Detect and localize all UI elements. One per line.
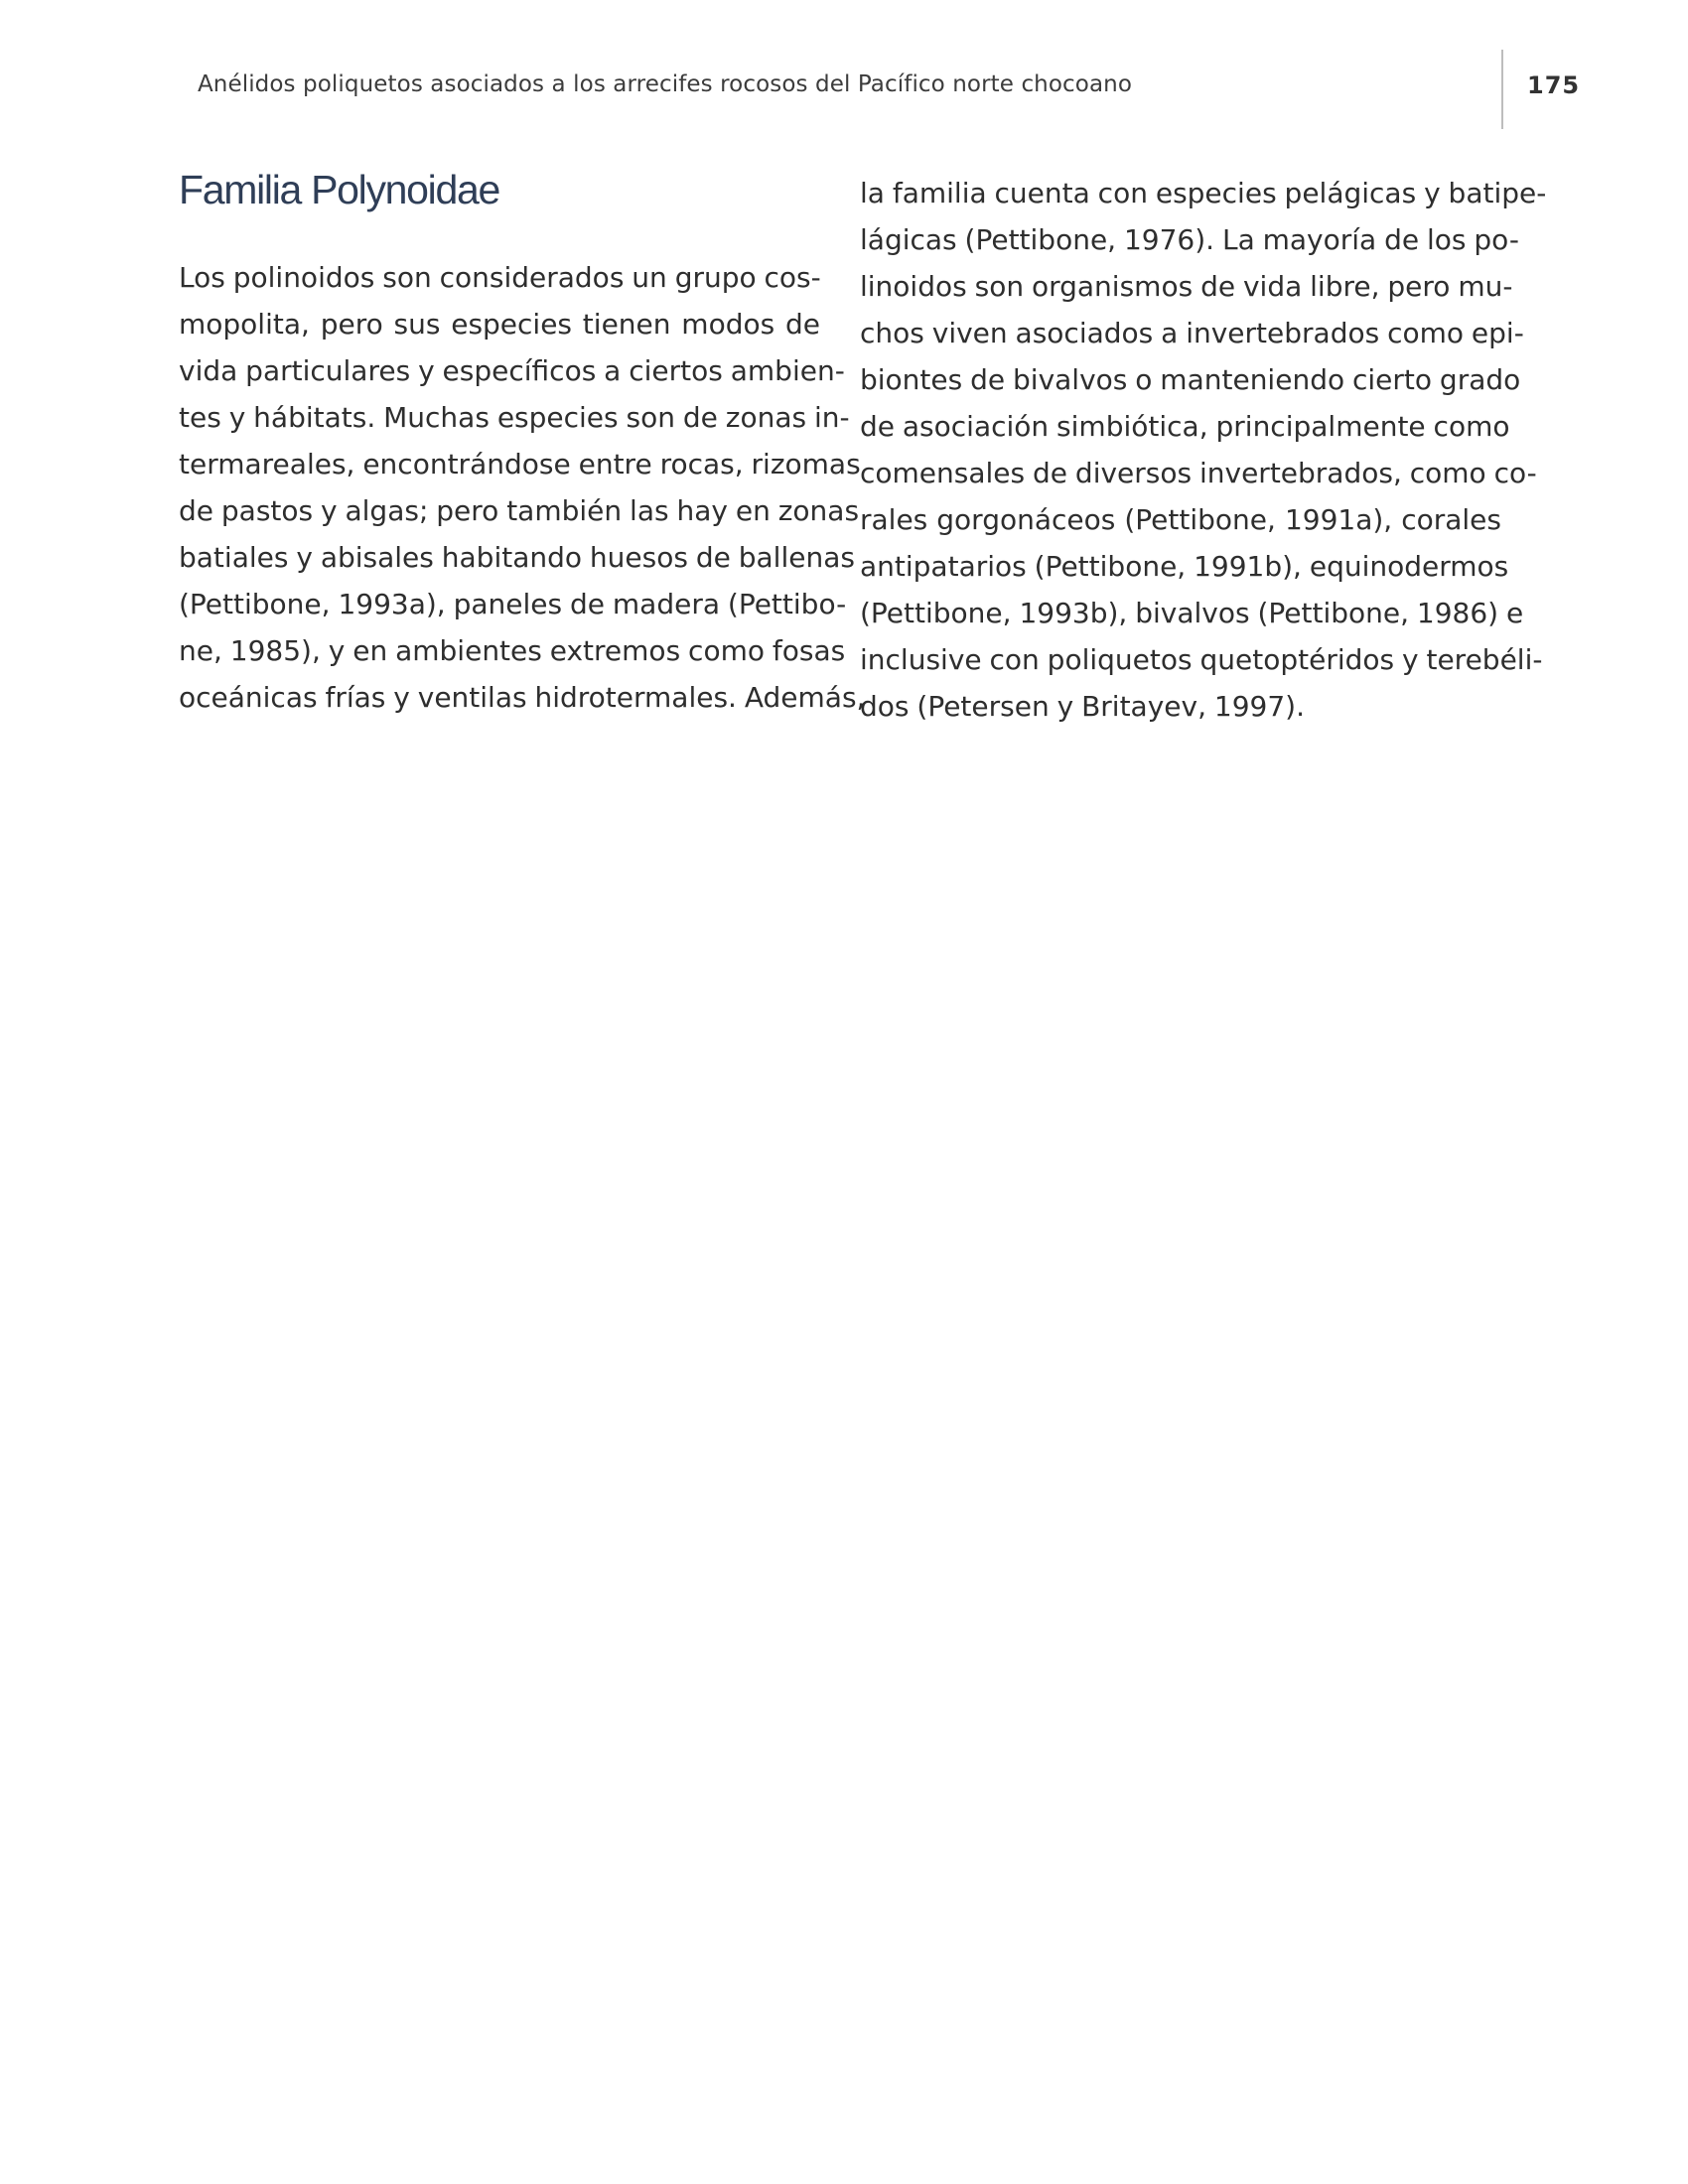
text-line: mopolita, pero sus especies tienen modos de — [179, 308, 820, 341]
text-line: oceánicas frías y ventilas hidrotermales. Además, — [179, 681, 866, 714]
text-line: linoidos son organismos de vida libre, pero mu- — [860, 270, 1513, 303]
text-line: Los polinoidos son considerados un grupo cos- — [179, 261, 821, 294]
text-line: de asociación simbiótica, principalmente como — [860, 410, 1510, 443]
right-column — [860, 170, 1547, 730]
header-divider — [1501, 50, 1503, 129]
left-column — [179, 254, 866, 721]
text-line: comensales de diversos invertebrados, como co- — [860, 457, 1537, 489]
text-line: batiales y abisales habitando huesos de ballenas — [179, 541, 855, 574]
text-line: rales gorgonáceos (Pettibone, 1991a), corales — [860, 503, 1501, 536]
text-line: lágicas (Pettibone, 1976). La mayoría de los po- — [860, 223, 1519, 256]
text-line: tes y hábitats. Muchas especies son de zonas in- — [179, 401, 850, 434]
text-line: (Pettibone, 1993b), bivalvos (Pettibone, 1986) e — [860, 597, 1524, 629]
text-line: antipatarios (Pettibone, 1991b), equinodermos — [860, 550, 1509, 583]
text-line: la familia cuenta con especies pelágicas y batipe- — [860, 177, 1547, 209]
running-header-title: Anélidos poliquetos asociados a los arrecifes rocosos del Pacífico norte chocoano — [197, 71, 1132, 97]
text-line: vida particulares y específicos a ciertos ambien- — [179, 354, 845, 387]
page-number: 175 — [1527, 71, 1581, 99]
text-line: chos viven asociados a invertebrados como epi- — [860, 317, 1524, 349]
text-line: biontes de bivalvos o manteniendo cierto grado — [860, 363, 1521, 396]
text-line: inclusive con poliquetos quetoptéridos y terebéli- — [860, 643, 1543, 676]
text-line: de pastos y algas; pero también las hay en zonas — [179, 494, 860, 527]
text-line: dos (Petersen y Britayev, 1997). — [860, 690, 1305, 723]
text-line: (Pettibone, 1993a), paneles de madera (Pettibo- — [179, 588, 847, 620]
text-line: ne, 1985), y en ambientes extremos como fosas — [179, 634, 846, 667]
text-line: termareales, encontrándose entre rocas, rizomas — [179, 448, 861, 480]
section-title: Familia Polynoidae — [179, 167, 499, 212]
